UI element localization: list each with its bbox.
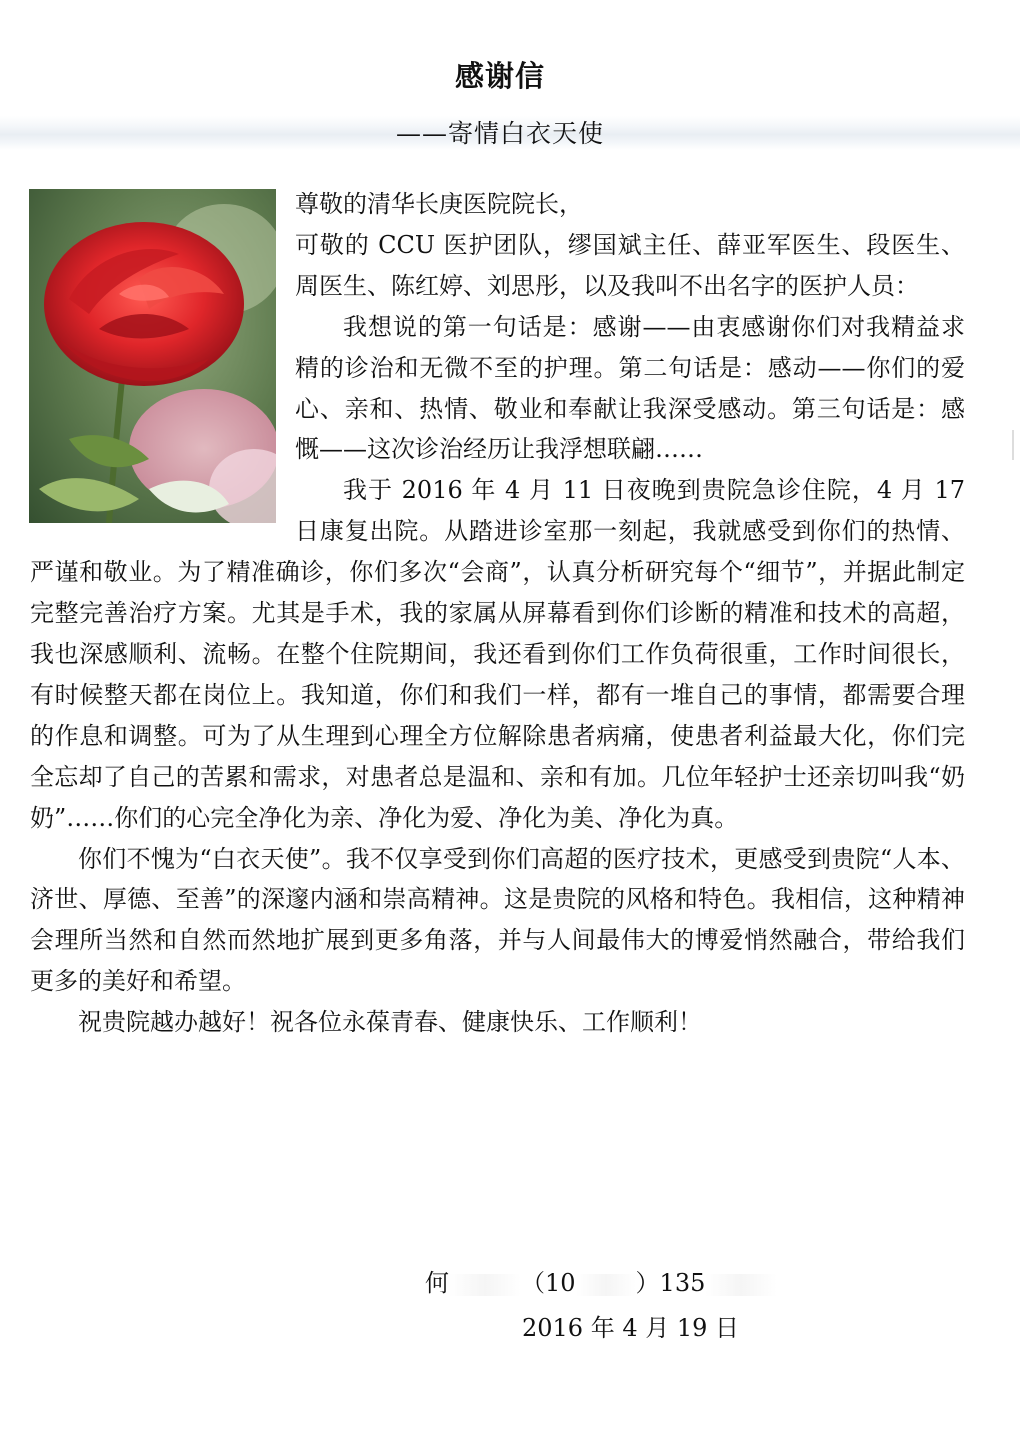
signature-paren-close: ） xyxy=(635,1269,660,1297)
signature-phone: 135 xyxy=(659,1269,706,1297)
greeting-line-2: 可敬的 CCU 医护团队，缪国斌主任、薛亚军医生、段医生、周医生、陈红婷、刘思彤，以及我叫不出名字的医护人员： xyxy=(295,230,965,300)
signature-name: 何 xyxy=(425,1269,449,1297)
letter-body xyxy=(30,184,965,1043)
signature-line xyxy=(425,1263,777,1298)
redacted-phone xyxy=(705,1274,777,1296)
greeting-line-1: 尊敬的清华长庚医院院长， xyxy=(295,190,583,218)
redacted-id xyxy=(576,1274,636,1296)
signature-paren-open: （10 xyxy=(521,1269,576,1297)
paragraph-4: 祝贵院越办越好！祝各位永葆青春、健康快乐、工作顺利！ xyxy=(78,1008,702,1037)
scan-mark xyxy=(1012,430,1014,460)
paragraph-1: 我想说的第一句话是：感谢——由衷感谢你们对我精益求精的诊治和无微不至的护理。第二句话是：感动——你们的爱心、亲和、热情、敬业和奉献让我深受感动。第三句话是：感慨——这次诊治经历让我浮想联翩…… xyxy=(295,312,965,464)
paragraph-3: 你们不愧为“白衣天使”。我不仅享受到你们高超的医疗技术，更感受到贵院“人本、济世、厚德、至善”的深邃内涵和崇高精神。这是贵院的风格和特色。我相信，这种精神会理所当然和自然而然地扩展到更多角落，并与人间最伟大的博爱悄然融合，带给我们更多的美好和希望。 xyxy=(30,844,965,996)
paragraph-2: 我于 2016 年 4 月 11 日夜晚到贵院急诊住院，4 月 17 日康复出院。从踏进诊室那一刻起，我就感受到你们的热情、严谨和敬业。为了精准确诊，你们多次“会商”，认真分析研究每个“细节”，并据此制定完整完善治疗方案。尤其是手术，我的家属从屏幕看到你们诊断的精准和技术的高超，我也深感顺利、流畅。在整个住院期间，我还看到你们工作负荷很重，工作时间很长，有时候整天都在岗位上。我知道，你们和我们一样，都有一堆自己的事情，都需要合理的作息和调整。可为了从生理到心理全方位解除患者病痛，使患者利益最大化，你们完全忘却了自己的苦累和需求，对患者总是温和、亲和有加。几位年轻护士还亲切叫我“奶奶”……你们的心完全净化为亲、净化为爱、净化为美、净化为真。 xyxy=(30,476,965,832)
letter-date: 2016 年 4 月 19 日 xyxy=(522,1314,740,1342)
letter-title: 感谢信 xyxy=(454,59,545,93)
redacted-name xyxy=(449,1274,521,1296)
letter-subtitle: ——寄情白衣天使 xyxy=(396,119,605,148)
photo-spacer xyxy=(30,184,295,529)
